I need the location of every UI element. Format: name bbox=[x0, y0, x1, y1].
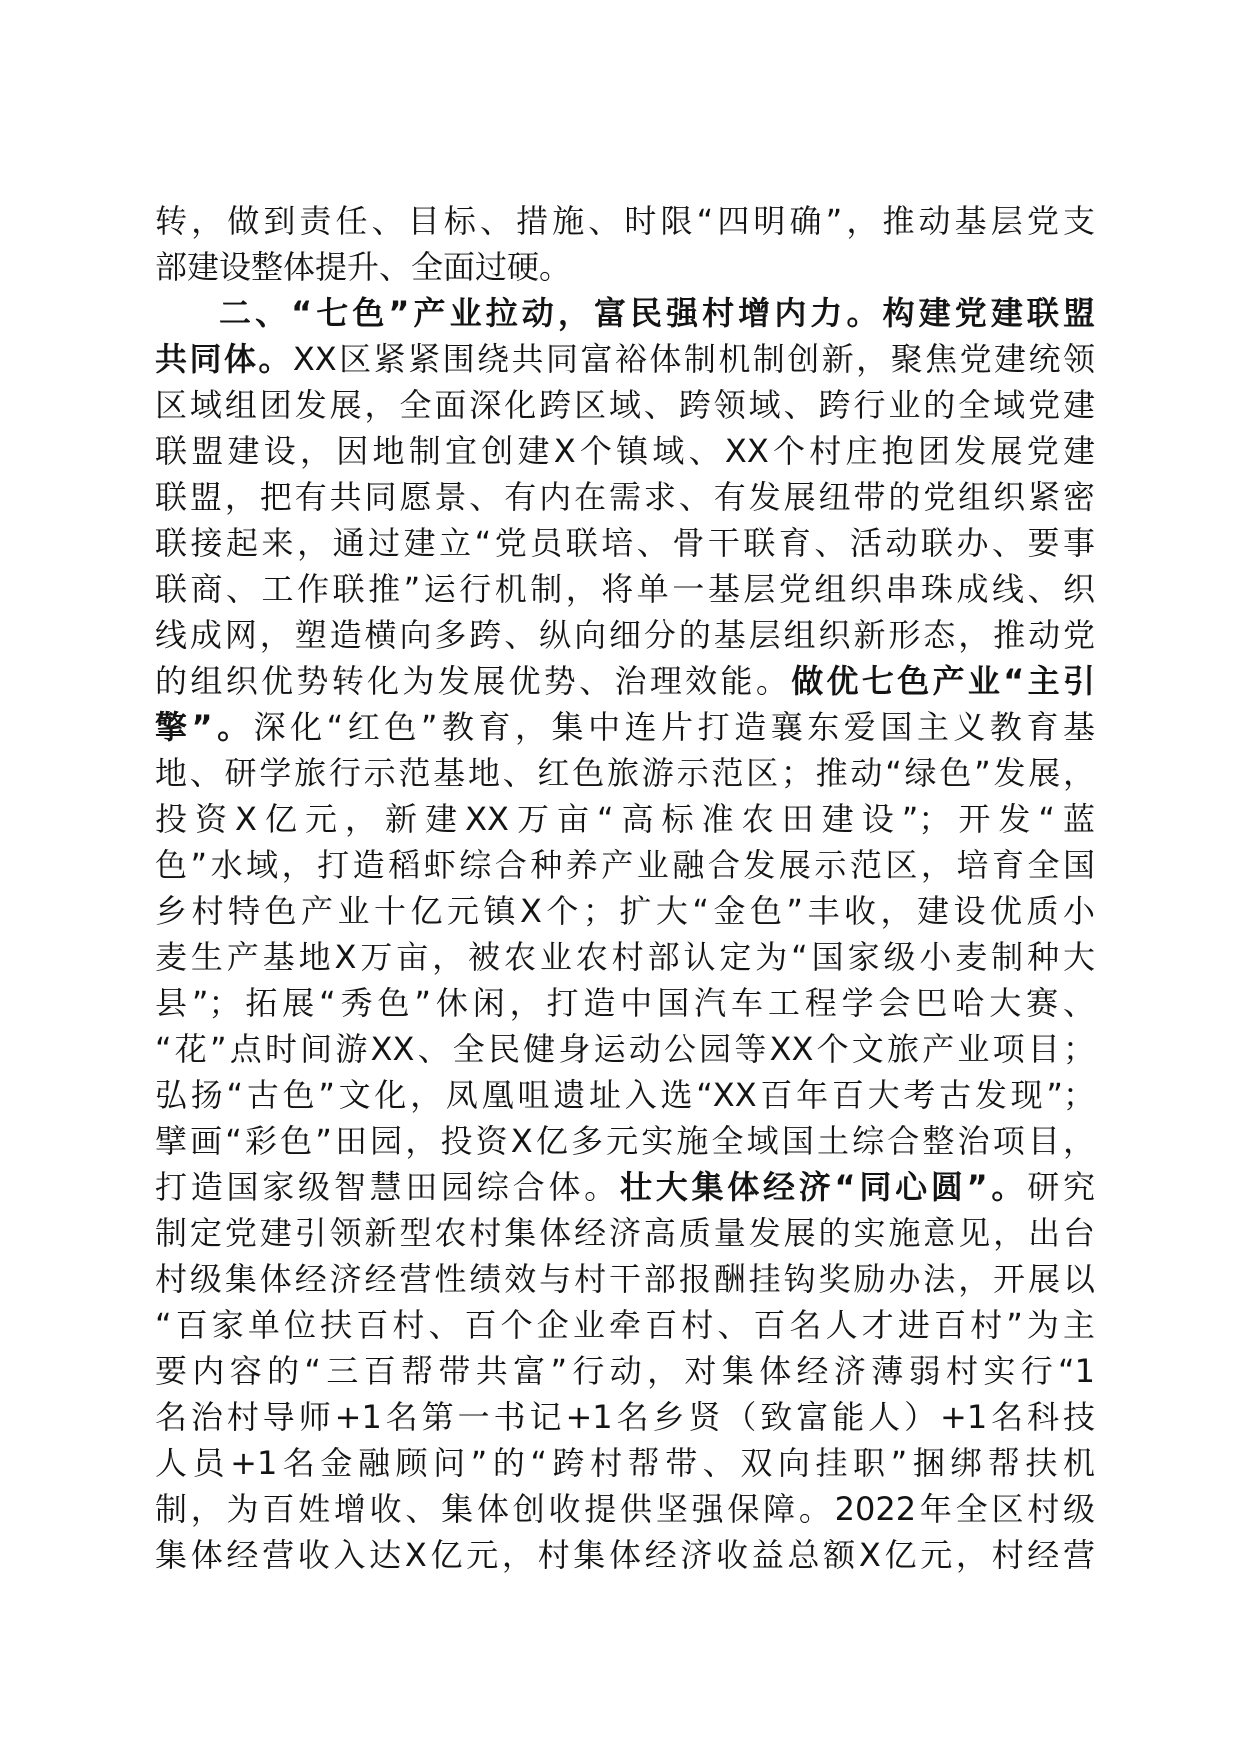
text-line bbox=[155, 1072, 1095, 1118]
text-segment: 区域组团发展，全面深化跨区域、跨领域、跨行业的全域党建 bbox=[155, 386, 1095, 424]
text-line bbox=[155, 1210, 1095, 1256]
text-segment: 线成网，塑造横向多跨、纵向细分的基层组织新形态，推动党 bbox=[155, 616, 1095, 654]
text-segment: “百家单位扶百村、百个企业牵百村、百名人才进百村”为主 bbox=[155, 1306, 1095, 1344]
text-line bbox=[155, 1440, 1095, 1486]
text-line bbox=[155, 382, 1095, 428]
text-segment: 联接起来，通过建立“党员联培、骨干联育、活动联办、要事 bbox=[155, 524, 1095, 562]
text-line bbox=[155, 750, 1095, 796]
text-segment: 联盟建设，因地制宜创建X个镇域、XX个村庄抱团发展党建 bbox=[155, 432, 1095, 470]
text-line bbox=[155, 1348, 1095, 1394]
text-segment: 制定党建引领新型农村集体经济高质量发展的实施意见，出台 bbox=[155, 1214, 1095, 1252]
text-line bbox=[155, 704, 1095, 750]
text-line bbox=[155, 796, 1095, 842]
text-segment: 制，为百姓增收、集体创收提供坚强保障。2022年全区村级 bbox=[155, 1490, 1095, 1528]
text-line bbox=[155, 290, 1095, 336]
text-segment: 麦生产基地X万亩，被农业农村部认定为“国家级小麦制种大 bbox=[155, 938, 1095, 976]
text-segment: 名治村导师+1名第一书记+1名乡贤（致富能人）+1名科技 bbox=[155, 1398, 1095, 1436]
text-segment: 人员+1名金融顾问”的“跨村帮带、双向挂职”捆绑帮扶机 bbox=[155, 1444, 1095, 1482]
text-line bbox=[155, 1026, 1095, 1072]
text-line bbox=[155, 934, 1095, 980]
text-segment: 深化“红色”教育，集中连片打造襄东爱国主义教育基 bbox=[253, 708, 1095, 746]
text-segment: 县”；拓展“秀色”休闲，打造中国汽车工程学会巴哈大赛、 bbox=[155, 984, 1095, 1022]
text-line bbox=[155, 1394, 1095, 1440]
bold-text-segment: 做优七色产业“主引 bbox=[791, 662, 1095, 700]
text-segment: 色”水域，打造稻虾综合种养产业融合发展示范区，培育全国 bbox=[155, 846, 1095, 884]
text-line bbox=[155, 566, 1095, 612]
text-segment: 地、研学旅行示范基地、红色旅游示范区；推动“绿色”发展， bbox=[155, 754, 1095, 792]
text-segment: 投资X亿元，新建XX万亩“高标准农田建设”；开发“蓝 bbox=[155, 800, 1095, 838]
text-line bbox=[155, 474, 1095, 520]
text-segment: “花”点时间游XX、全民健身运动公园等XX个文旅产业项目； bbox=[155, 1030, 1095, 1068]
text-line bbox=[155, 198, 1095, 244]
text-line bbox=[155, 842, 1095, 888]
text-segment: 擘画“彩色”田园，投资X亿多元实施全域国土综合整治项目， bbox=[155, 1122, 1095, 1160]
text-line bbox=[155, 1256, 1095, 1302]
text-segment: 研究 bbox=[1027, 1168, 1095, 1206]
text-segment: 村级集体经济经营性绩效与村干部报酬挂钩奖励办法，开展以 bbox=[155, 1260, 1095, 1298]
text-segment: 转，做到责任、目标、措施、时限“四明确”，推动基层党支 bbox=[155, 202, 1095, 240]
text-line bbox=[155, 980, 1095, 1026]
text-line bbox=[155, 658, 1095, 704]
text-segment: 联盟，把有共同愿景、有内在需求、有发展纽带的党组织紧密 bbox=[155, 478, 1095, 516]
text-line bbox=[155, 244, 1095, 290]
document-body bbox=[155, 198, 1095, 1578]
text-line bbox=[155, 1532, 1095, 1578]
text-line bbox=[155, 1302, 1095, 1348]
text-line bbox=[155, 428, 1095, 474]
text-line bbox=[155, 1118, 1095, 1164]
text-segment: XX区紧紧围绕共同富裕体制机制创新，聚焦党建统领 bbox=[292, 340, 1095, 378]
text-segment: 部建设整体提升、全面过硬。 bbox=[155, 248, 572, 286]
text-segment: 要内容的“三百帮带共富”行动，对集体经济薄弱村实行“1 bbox=[155, 1352, 1095, 1390]
text-line bbox=[155, 336, 1095, 382]
bold-text-segment: 二、“七色”产业拉动，富民强村增内力。构建党建联盟 bbox=[219, 294, 1095, 332]
text-line bbox=[155, 1164, 1095, 1210]
bold-text-segment: 擎”。 bbox=[155, 708, 254, 746]
bold-text-segment: 共同体。 bbox=[155, 340, 293, 378]
text-line bbox=[155, 888, 1095, 934]
text-segment: 联商、工作联推”运行机制，将单一基层党组织串珠成线、织 bbox=[155, 570, 1095, 608]
text-line bbox=[155, 520, 1095, 566]
text-line bbox=[155, 1486, 1095, 1532]
text-segment: 乡村特色产业十亿元镇X个；扩大“金色”丰收，建设优质小 bbox=[155, 892, 1095, 930]
text-segment: 弘扬“古色”文化，凤凰咀遗址入选“XX百年百大考古发现”； bbox=[155, 1076, 1095, 1114]
text-segment: 打造国家级智慧田园综合体。 bbox=[155, 1168, 620, 1206]
bold-text-segment: 壮大集体经济“同心圆”。 bbox=[619, 1168, 1028, 1206]
text-line bbox=[155, 612, 1095, 658]
text-segment: 集体经营收入达X亿元，村集体经济收益总额X亿元，村经营 bbox=[155, 1536, 1095, 1574]
text-segment: 的组织优势转化为发展优势、治理效能。 bbox=[155, 662, 792, 700]
